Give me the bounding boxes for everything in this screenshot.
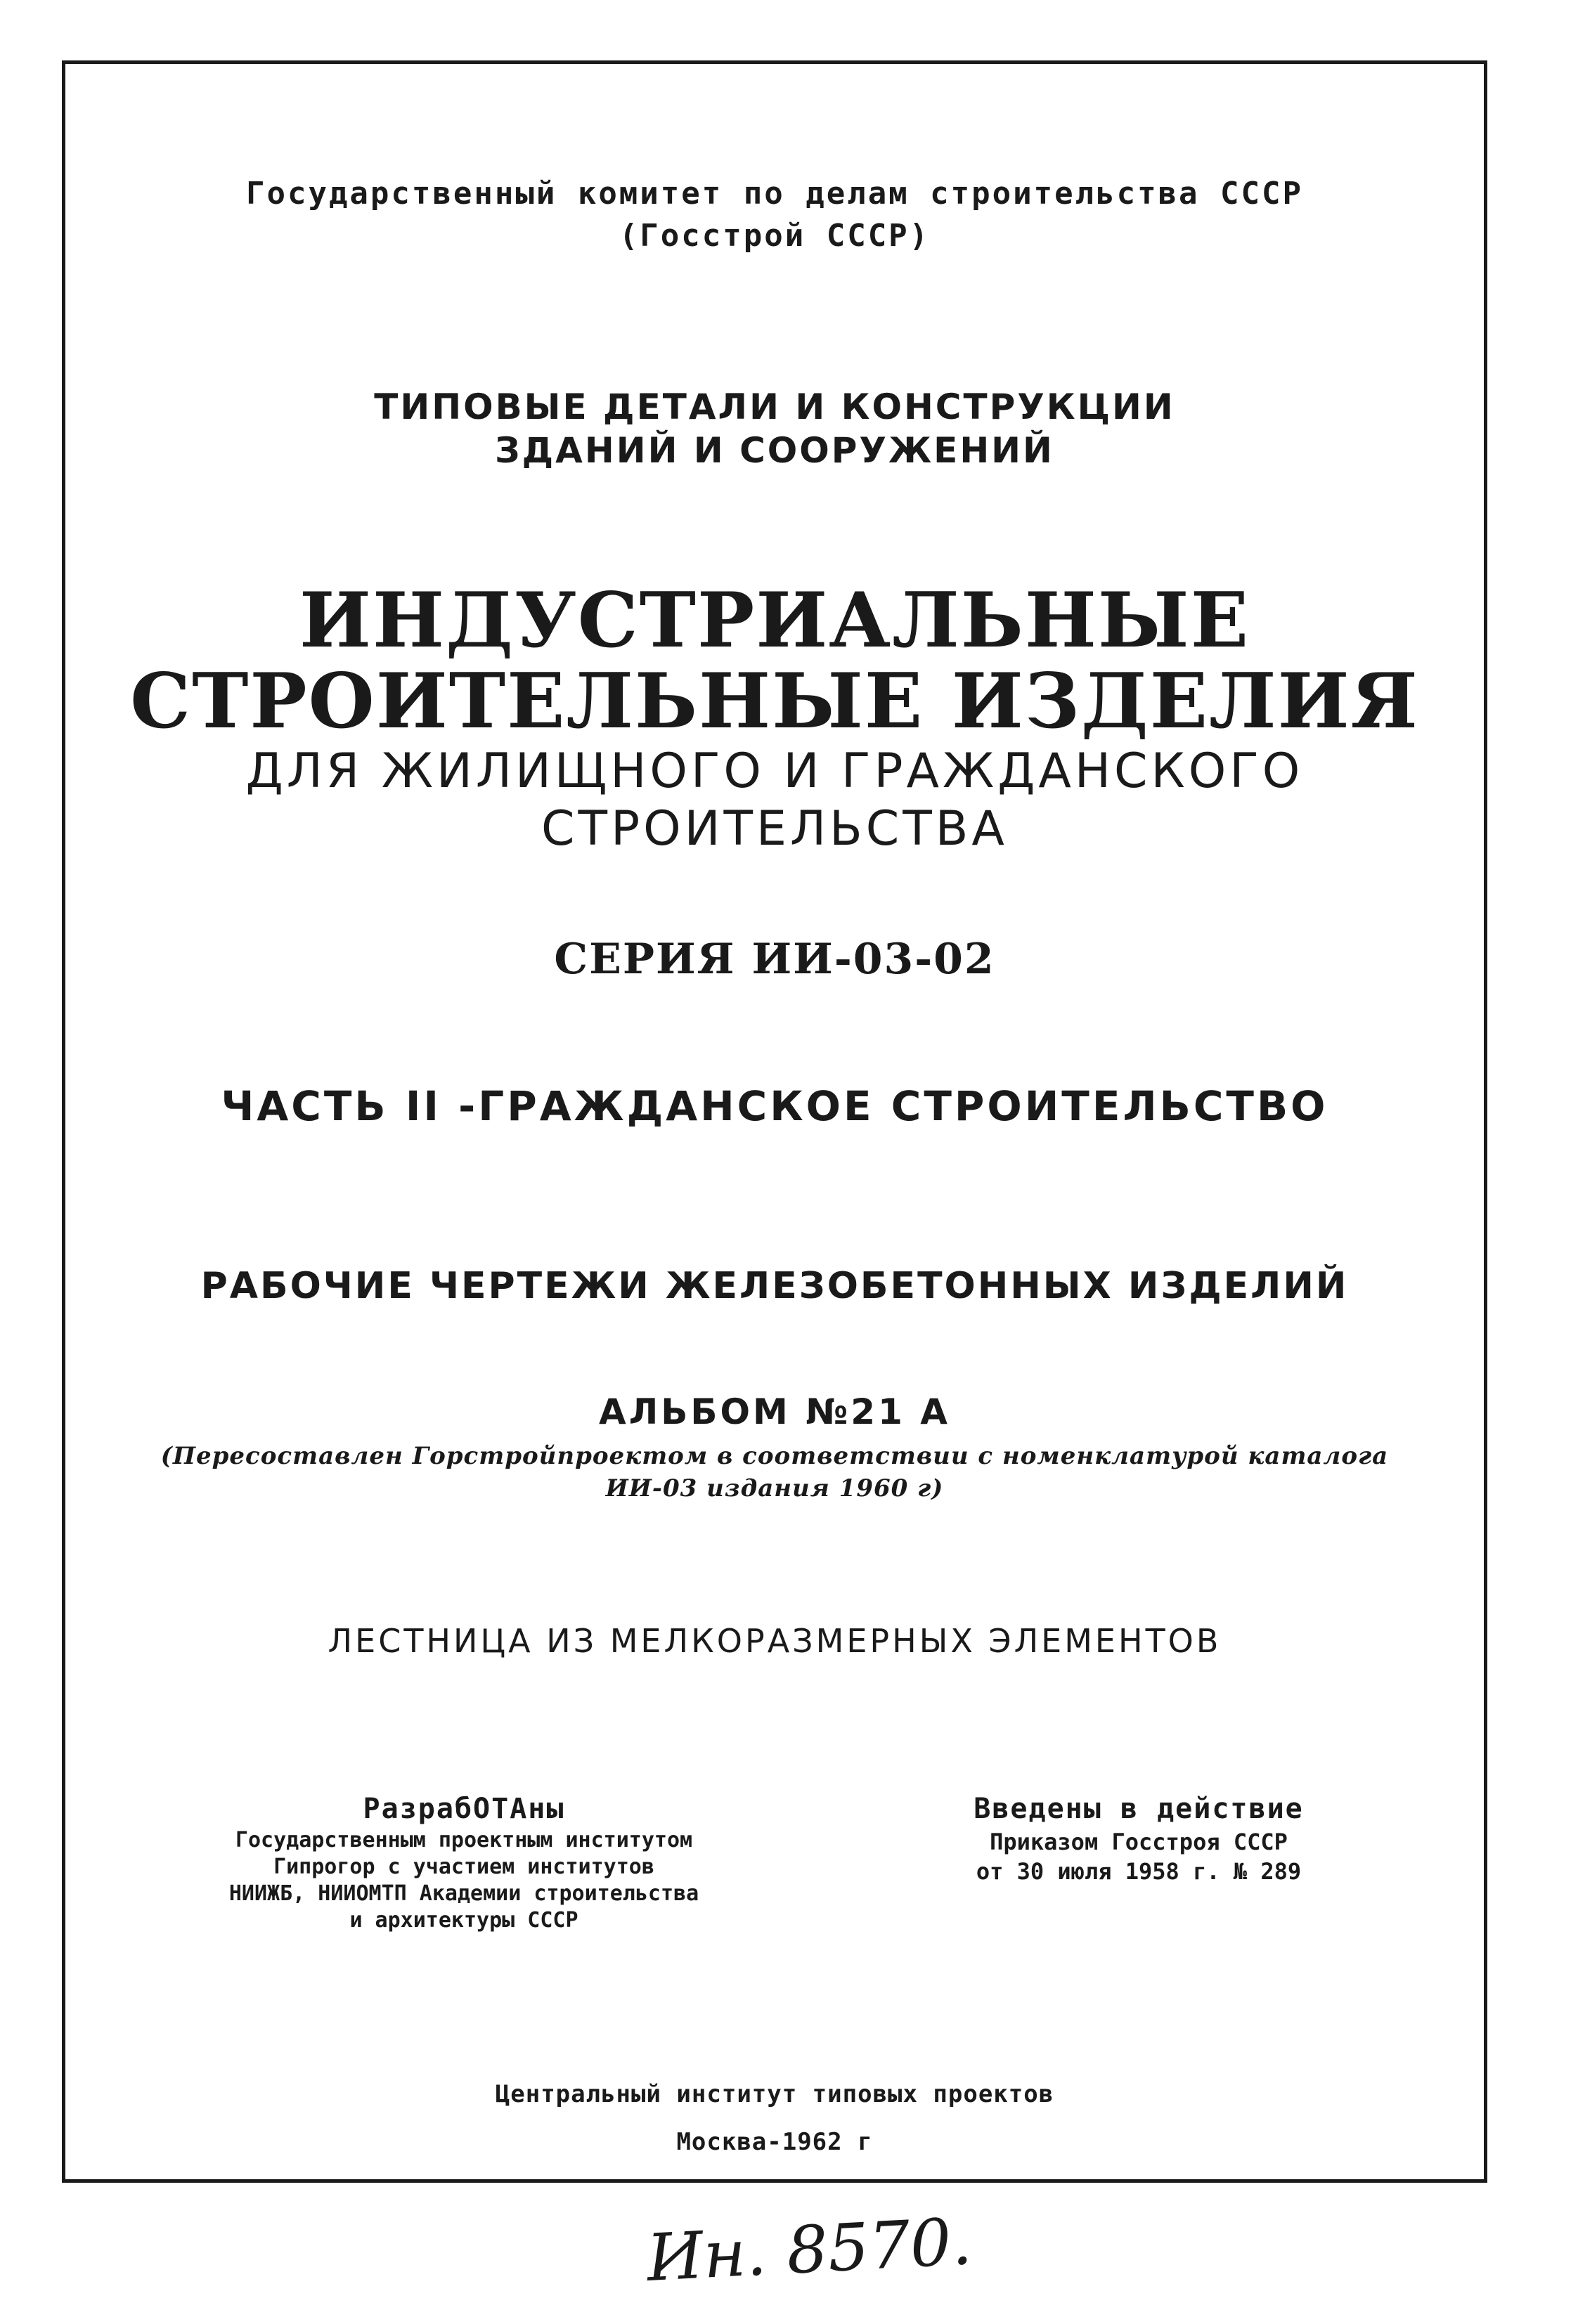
- series-code: СЕРИЯ ИИ-03-02: [554, 935, 995, 984]
- publisher-place-year: Москва-1962 г: [676, 2128, 873, 2156]
- enacted-heading: Введены в действие: [974, 1793, 1304, 1825]
- main-title-line-3: ДЛЯ ЖИЛИЩНОГО И ГРАЖДАНСКОГО: [245, 744, 1304, 799]
- drawings-title: РАБОЧИЕ ЧЕРТЕЖИ ЖЕЛЕЗОБЕТОННЫХ ИЗДЕЛИЙ: [200, 1265, 1349, 1307]
- developed-by-heading: РазрабОТАны: [363, 1793, 565, 1825]
- developed-by-line-3: НИИЖБ, НИИОМТП Академии строительства: [228, 1881, 699, 1906]
- agency-short-name: (Госстрой СССР): [619, 218, 931, 254]
- publisher-name: Центральный институт типовых проектов: [495, 2080, 1054, 2108]
- enacted-line-2: от 30 июля 1958 г. № 289: [976, 1858, 1302, 1885]
- main-title-line-2: СТРОИТЕЛЬНЫЕ ИЗДЕЛИЯ: [130, 657, 1419, 746]
- album-note-line-1: (Пересоставлен Горстройпроектом в соответствии с номенклатурой каталога: [160, 1442, 1389, 1470]
- enacted-block: [900, 1791, 1378, 1886]
- part-title: ЧАСТЬ II -ГРАЖДАНСКОЕ СТРОИТЕЛЬСТВО: [221, 1082, 1328, 1130]
- developed-by-line-2: Гипрогор с участием институтов: [273, 1855, 654, 1879]
- album-note-line-2: ИИ-03 издания 1960 г): [605, 1474, 944, 1502]
- series-title-line-2: ЗДАНИЙ И СООРУЖЕНИЙ: [495, 430, 1054, 471]
- agency-name: Государственный комитет по делам строительства СССР: [245, 176, 1303, 212]
- subject-title: ЛЕСТНИЦА ИЗ МЕЛКОРАЗМЕРНЫХ ЭЛЕМЕНТОВ: [328, 1622, 1222, 1660]
- developed-by-line-4: и архитектуры СССР: [349, 1908, 578, 1933]
- inventory-mark: Ин. 8570.: [645, 2203, 974, 2296]
- main-title-line-1: ИНДУСТРИАЛЬНЫЕ: [299, 576, 1250, 665]
- series-title-line-1: ТИПОВЫЕ ДЕТАЛИ И КОНСТРУКЦИИ: [374, 387, 1175, 427]
- developed-by-line-1: Государственным проектным институтом: [235, 1828, 693, 1852]
- main-title-line-4: СТРОИТЕЛЬСТВА: [541, 801, 1008, 857]
- enacted-line-1: Приказом Госстроя СССР: [990, 1829, 1288, 1855]
- developed-by-block: [141, 1791, 787, 1934]
- album-title: АЛЬБОМ №21 А: [599, 1391, 950, 1432]
